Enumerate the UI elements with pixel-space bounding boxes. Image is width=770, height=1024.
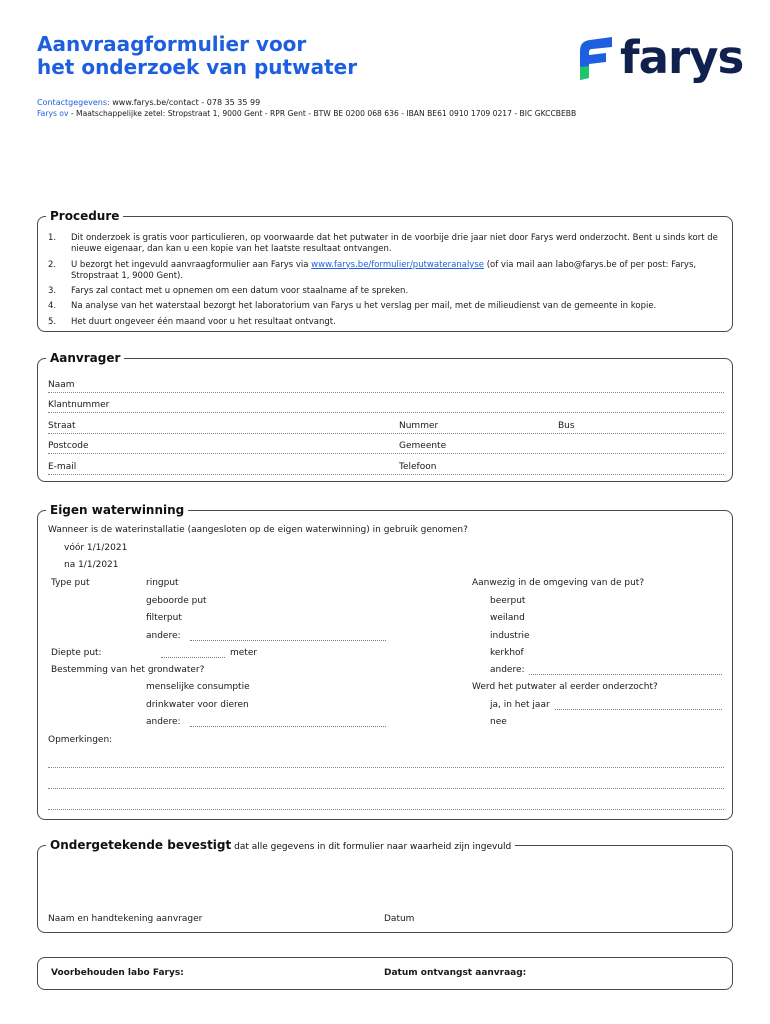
- option-menselijke-consumptie[interactable]: menselijke consumptie: [146, 682, 250, 692]
- option-bestemming-andere[interactable]: andere:: [146, 717, 181, 727]
- title-line-1: Aanvraagformulier voor: [37, 32, 307, 56]
- bus-label: Bus: [558, 421, 575, 431]
- company-label: Farys ov: [37, 109, 69, 118]
- aanvrager-title: Aanvrager: [46, 350, 124, 366]
- option-nee[interactable]: nee: [490, 717, 507, 727]
- page-title: [37, 33, 357, 79]
- klantnummer-label: Klantnummer: [48, 400, 110, 410]
- straat-field[interactable]: [48, 414, 724, 434]
- company-value: - Maatschappelijke zetel: Stropstraat 1, 9000 Gent - RPR Gent - BTW BE 0200 068 636 - IBAN BE61 0910 1709 0217 - BIC GKCCBEBB: [68, 109, 577, 118]
- opmerkingen-line[interactable]: [48, 809, 724, 810]
- email-label: E-mail: [48, 462, 77, 472]
- title-line-2: het onderzoek van putwater: [37, 55, 358, 79]
- option-weiland[interactable]: weiland: [490, 613, 525, 623]
- opmerkingen-line[interactable]: [48, 767, 724, 768]
- procedure-item: 2. U bezorgt het ingevuld aanvraagformulier aan Farys via www.farys.be/formulier/putwateranalyse (of via mail aan labo@farys.be of per post: Farys, Stropstraat 1, 9000 Gent).: [48, 259, 697, 281]
- farys-logo-icon: [576, 37, 616, 81]
- type-andere-input[interactable]: [190, 640, 386, 641]
- procedure-title: Procedure: [46, 208, 123, 224]
- nummer-label: Nummer: [399, 421, 439, 431]
- gemeente-label: Gemeente: [399, 441, 447, 451]
- gebruik-question: Wanneer is de waterinstallatie (aangesloten op de eigen waterwinning) in gebruik genomen?: [48, 525, 468, 535]
- procedure-section: [37, 209, 733, 332]
- option-drinkwater-dieren[interactable]: drinkwater voor dieren: [146, 700, 249, 710]
- eerder-question: Werd het putwater al eerder onderzocht?: [472, 682, 658, 692]
- postcode-label: Postcode: [48, 441, 89, 451]
- klantnummer-field[interactable]: [48, 393, 724, 413]
- contact-label: Contactgegevens:: [37, 98, 110, 107]
- aanvrager-section: [37, 351, 733, 482]
- opmerkingen-line[interactable]: [48, 788, 724, 789]
- bestemming-andere-input[interactable]: [190, 726, 386, 727]
- contact-info: [37, 97, 576, 119]
- farys-logo: [576, 31, 744, 85]
- postcode-field[interactable]: [48, 434, 724, 454]
- datum-ontvangst-label: Datum ontvangst aanvraag:: [384, 968, 527, 978]
- omgeving-question: Aanwezig in de omgeving van de put?: [472, 578, 645, 588]
- telefoon-label: Telefoon: [399, 462, 437, 472]
- datum-label[interactable]: Datum: [384, 914, 415, 924]
- diepte-input[interactable]: [161, 657, 225, 658]
- form-link[interactable]: www.farys.be/formulier/putwateranalyse: [311, 259, 484, 270]
- option-beerput[interactable]: beerput: [490, 596, 526, 606]
- email-field[interactable]: [48, 455, 724, 475]
- ondertekening-subtitle: dat alle gegevens in dit formulier naar waarheid zijn ingevuld: [231, 842, 512, 852]
- labo-reserved-label: Voorbehouden labo Farys:: [51, 968, 184, 978]
- option-geboorde-put[interactable]: geboorde put: [146, 596, 207, 606]
- naam-field[interactable]: [48, 373, 724, 393]
- bestemming-question: Bestemming van het grondwater?: [51, 665, 205, 675]
- labo-section: [37, 957, 733, 990]
- procedure-list: [48, 233, 728, 332]
- opmerkingen-label: Opmerkingen:: [48, 735, 113, 745]
- option-type-andere[interactable]: andere:: [146, 631, 181, 641]
- type-put-label: Type put: [51, 578, 90, 588]
- procedure-item: 3. Farys zal contact met u opnemen om een datum voor staalname af te spreken.: [48, 286, 409, 297]
- option-ja-jaar[interactable]: ja, in het jaar: [490, 700, 550, 710]
- handtekening-label[interactable]: Naam en handtekening aanvrager: [48, 914, 203, 924]
- option-voor-2021[interactable]: vóór 1/1/2021: [64, 543, 128, 553]
- ondertekening-title: Ondergetekende bevestigt dat alle gegevens in dit formulier naar waarheid zijn ingevuld: [46, 837, 515, 855]
- contact-value: www.farys.be/contact - 078 35 35 99: [109, 98, 261, 107]
- option-omgeving-andere[interactable]: andere:: [490, 665, 525, 675]
- procedure-item: 4. Na analyse van het waterstaal bezorgt het laboratorium van Farys u het verslag per mail, met de milieudienst van de gemeente in kopie.: [48, 301, 657, 312]
- meter-label: meter: [230, 648, 258, 658]
- option-kerkhof[interactable]: kerkhof: [490, 648, 524, 658]
- procedure-item: 1. Dit onderzoek is gratis voor particulieren, op voorwaarde dat het putwater in de voorbije drie jaar niet door Farys werd onderzocht. Bent u sinds kort de nieuwe eigenaar, dan kan u een kopie van het laatste resultaat ontvangen.: [48, 233, 718, 255]
- logo-text: farys: [620, 31, 744, 84]
- eigen-waterwinning-section: [37, 503, 733, 820]
- eigen-title: Eigen waterwinning: [46, 502, 188, 518]
- omgeving-andere-input[interactable]: [529, 674, 722, 675]
- option-filterput[interactable]: filterput: [146, 613, 182, 623]
- ondertekening-section: [37, 838, 733, 933]
- procedure-item: 5. Het duurt ongeveer één maand voor u het resultaat ontvangt.: [48, 316, 336, 327]
- option-na-2021[interactable]: na 1/1/2021: [64, 560, 119, 570]
- diepte-label: Diepte put:: [51, 648, 102, 658]
- naam-label: Naam: [48, 380, 75, 390]
- jaar-input[interactable]: [555, 709, 722, 710]
- option-industrie[interactable]: industrie: [490, 631, 530, 641]
- straat-label: Straat: [48, 421, 76, 431]
- option-ringput[interactable]: ringput: [146, 578, 179, 588]
